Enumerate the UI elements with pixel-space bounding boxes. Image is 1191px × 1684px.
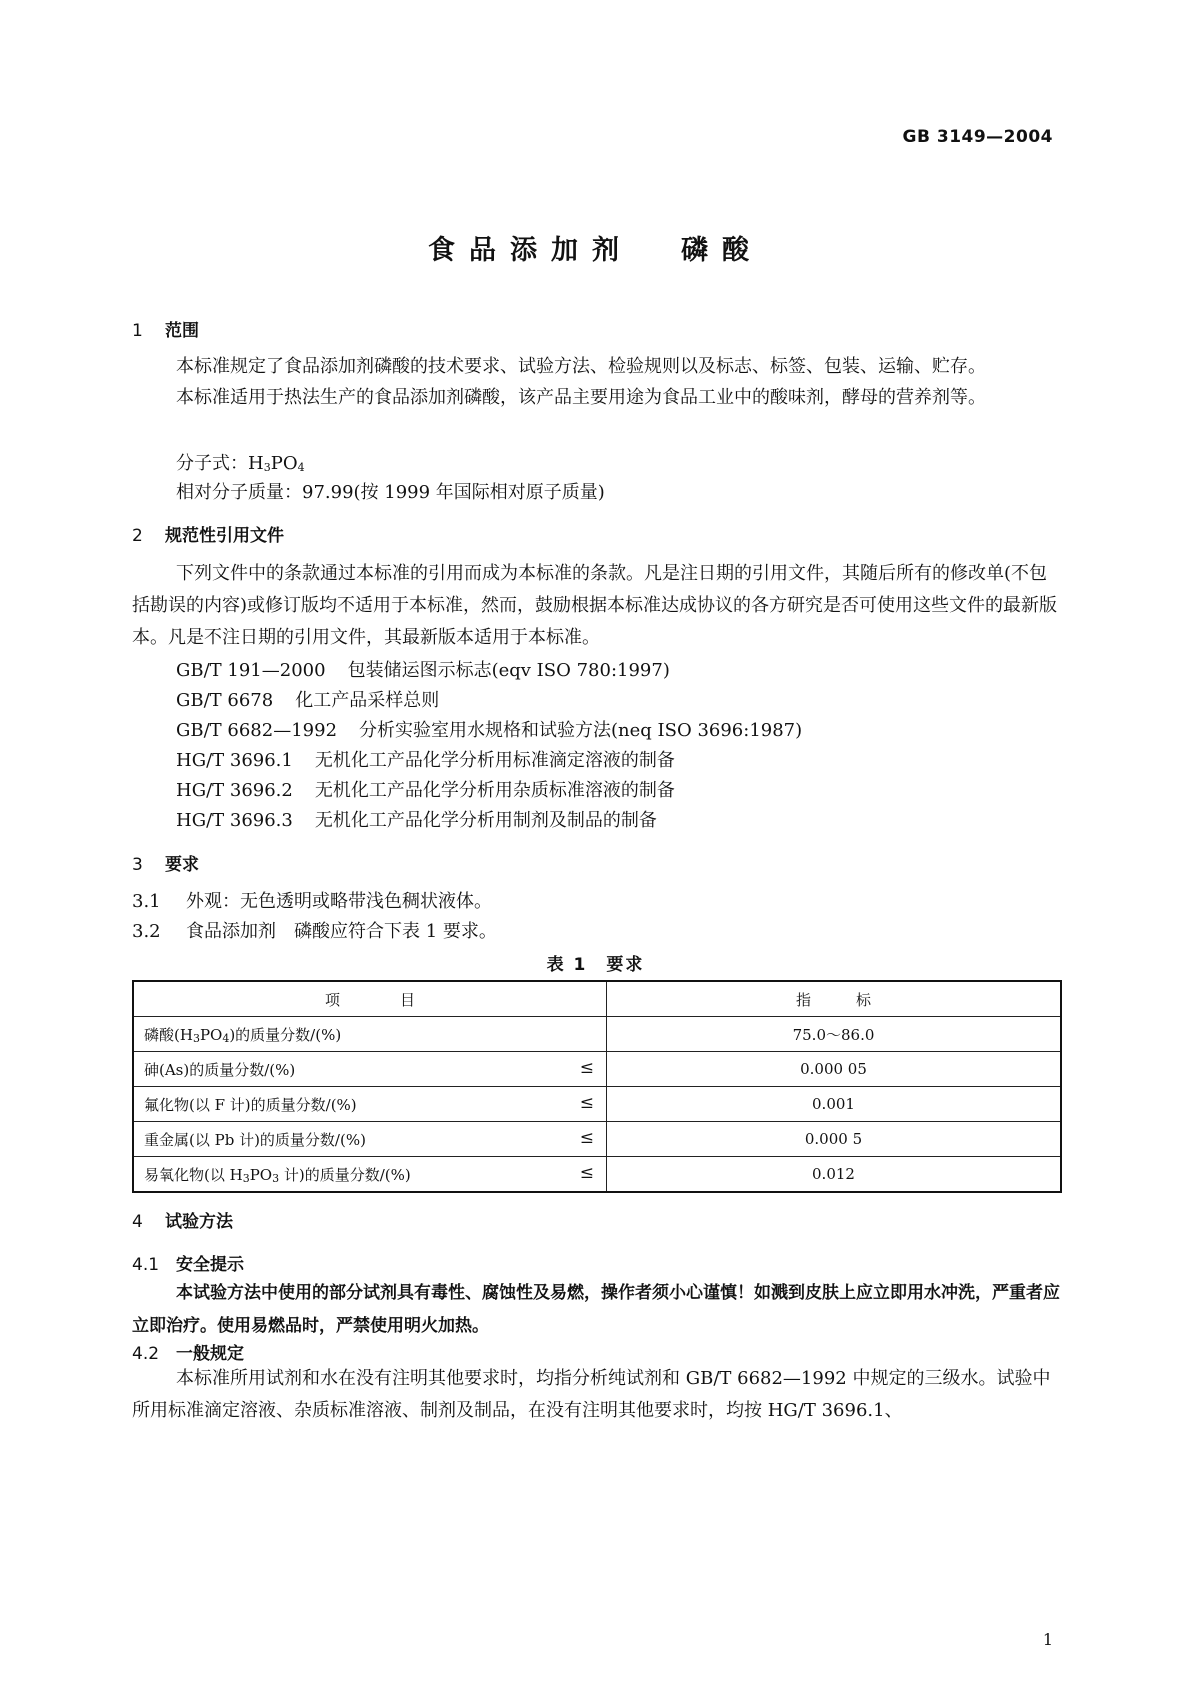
- section-title: 要求: [165, 855, 199, 875]
- table-row: [133, 1017, 1061, 1052]
- reference-item: [176, 716, 802, 742]
- item-text: PO: [249, 1165, 273, 1184]
- section-title: 试验方法: [165, 1212, 233, 1232]
- item-text: )的质量分数/(%): [229, 1025, 342, 1044]
- clause-title: 一般规定: [176, 1344, 244, 1364]
- section-number: 3: [132, 855, 143, 875]
- reference-code: GB/T 6678: [176, 690, 274, 711]
- less-equal-sign: ≤: [579, 1163, 594, 1183]
- reference-code: HG/T 3696.1: [176, 750, 293, 771]
- row-item: [133, 1122, 607, 1157]
- reference-code: HG/T 3696.2: [176, 780, 293, 801]
- item-text: 氟化物(以 F 计)的质量分数/(%): [144, 1095, 357, 1114]
- standard-number: GB 3149—2004: [902, 127, 1053, 147]
- clause-number: 4.2: [132, 1344, 160, 1364]
- references-intro: 下列文件中的条款通过本标准的引用而成为本标准的条款。凡是注日期的引用文件，其随后所有的修改单(不包括勘误的内容)或修订版均不适用于本标准，然而，鼓励根据本标准达成协议的各方研究是否可使用这些文件的最新版本。凡是不注日期的引用文件，其最新版本适用于本标准。: [132, 563, 1058, 648]
- section-4-heading: [132, 1207, 233, 1232]
- reference-title: 无机化工产品化学分析用制剂及制品的制备: [314, 810, 657, 831]
- title-part1: 食品添加剂: [428, 235, 633, 266]
- formula-part: PO: [270, 453, 298, 474]
- formula-subscript: 4: [297, 461, 305, 474]
- row-item: [133, 1017, 607, 1052]
- molecular-mass: 相对分子质量：97.99(按 1999 年国际相对原子质量): [176, 482, 605, 503]
- section-1-heading: [132, 316, 199, 341]
- requirements-table: [132, 980, 1062, 1193]
- item-subscript: 3: [242, 1171, 250, 1185]
- row-item: [133, 1157, 607, 1193]
- reference-item: [176, 776, 675, 802]
- reference-code: HG/T 3696.3: [176, 810, 293, 831]
- section-number: 2: [132, 526, 143, 546]
- item-subscript: 3: [272, 1171, 280, 1185]
- section-3-heading: [132, 850, 199, 875]
- scope-paragraph-2: 本标准适用于热法生产的食品添加剂磷酸，该产品主要用途为食品工业中的酸味剂，酵母的营养剂等。: [176, 387, 986, 408]
- clause-number: 4.1: [132, 1255, 160, 1275]
- clause-3-2: [132, 917, 497, 943]
- clause-4-2-heading: [132, 1339, 244, 1364]
- row-item: [133, 1087, 607, 1122]
- item-text: 砷(As)的质量分数/(%): [144, 1060, 296, 1079]
- reference-item: [176, 806, 657, 832]
- table-row: [133, 1157, 1061, 1193]
- reference-code: GB/T 191—2000: [176, 660, 326, 681]
- item-text: 磷酸(H: [144, 1025, 193, 1044]
- clause-number: 3.2: [132, 921, 161, 942]
- general-rules-paragraph: 本标准所用试剂和水在没有注明其他要求时，均指分析纯试剂和 GB/T 6682—1992 中规定的三级水。试验中所用标准滴定溶液、杂质标准溶液、制剂及制品，在没有注明其他要求时，均按 HG/T 3696.1、: [132, 1368, 1051, 1421]
- item-text: PO: [199, 1025, 223, 1044]
- reference-code: GB/T 6682—1992: [176, 720, 338, 741]
- scope-paragraph-1: 本标准规定了食品添加剂磷酸的技术要求、试验方法、检验规则以及标志、标签、包装、运输、贮存。: [176, 356, 986, 377]
- table-header-row: [133, 981, 1061, 1017]
- table-row: [133, 1052, 1061, 1087]
- table-caption: 表 1 要求: [546, 955, 645, 975]
- reference-item: [176, 746, 675, 772]
- document-title: [0, 228, 1191, 267]
- row-value: 0.000 05: [607, 1052, 1062, 1087]
- row-value: 0.001: [607, 1087, 1062, 1122]
- clause-title: 安全提示: [176, 1255, 244, 1275]
- reference-item: [176, 656, 670, 682]
- item-text: 计)的质量分数/(%): [279, 1165, 411, 1184]
- reference-title: 化工产品采样总则: [295, 690, 440, 711]
- table-row: [133, 1122, 1061, 1157]
- reference-title: 包装储运图示标志(eqv ISO 780:1997): [347, 660, 670, 681]
- section-number: 4: [132, 1212, 143, 1232]
- item-text: 易氧化物(以 H: [144, 1165, 243, 1184]
- clause-3-1: [132, 887, 492, 913]
- section-title: 规范性引用文件: [165, 526, 284, 546]
- formula-subscript: 3: [263, 461, 271, 474]
- less-equal-sign: ≤: [579, 1128, 594, 1148]
- clause-text: 食品添加剂 磷酸应符合下表 1 要求。: [186, 921, 497, 942]
- column-header-value: 指 标: [607, 981, 1062, 1017]
- reference-title: 无机化工产品化学分析用杂质标准溶液的制备: [314, 780, 675, 801]
- row-value: 0.012: [607, 1157, 1062, 1193]
- item-subscript: 3: [192, 1031, 200, 1045]
- less-equal-sign: ≤: [579, 1058, 594, 1078]
- reference-title: 分析实验室用水规格和试验方法(neq ISO 3696:1987): [359, 720, 803, 741]
- clause-4-1-heading: [132, 1250, 244, 1275]
- reference-item: [176, 686, 439, 712]
- formula-part: H: [248, 453, 264, 474]
- section-2-heading: [132, 521, 284, 546]
- page-number: 1: [1042, 1630, 1053, 1649]
- clause-text: 外观：无色透明或略带浅色稠状液体。: [186, 891, 492, 912]
- item-text: 重金属(以 Pb 计)的质量分数/(%): [144, 1130, 366, 1149]
- item-subscript: 4: [222, 1031, 230, 1045]
- row-value: 0.000 5: [607, 1122, 1062, 1157]
- clause-number: 3.1: [132, 891, 161, 912]
- section-title: 范围: [165, 321, 199, 341]
- less-equal-sign: ≤: [579, 1093, 594, 1113]
- formula-label: 分子式：: [176, 453, 248, 474]
- table-row: [133, 1087, 1061, 1122]
- row-item: [133, 1052, 607, 1087]
- column-header-item: 项 目: [133, 981, 607, 1017]
- section-number: 1: [132, 321, 143, 341]
- row-value: 75.0～86.0: [607, 1017, 1062, 1052]
- safety-warning: 本试验方法中使用的部分试剂具有毒性、腐蚀性及易燃，操作者须小心谨慎！如溅到皮肤上应立即用水冲洗，严重者应立即治疗。使用易燃品时，严禁使用明火加热。: [132, 1283, 1060, 1336]
- molecular-formula: [176, 449, 305, 475]
- title-part2: 磷酸: [681, 235, 763, 266]
- reference-title: 无机化工产品化学分析用标准滴定溶液的制备: [314, 750, 675, 771]
